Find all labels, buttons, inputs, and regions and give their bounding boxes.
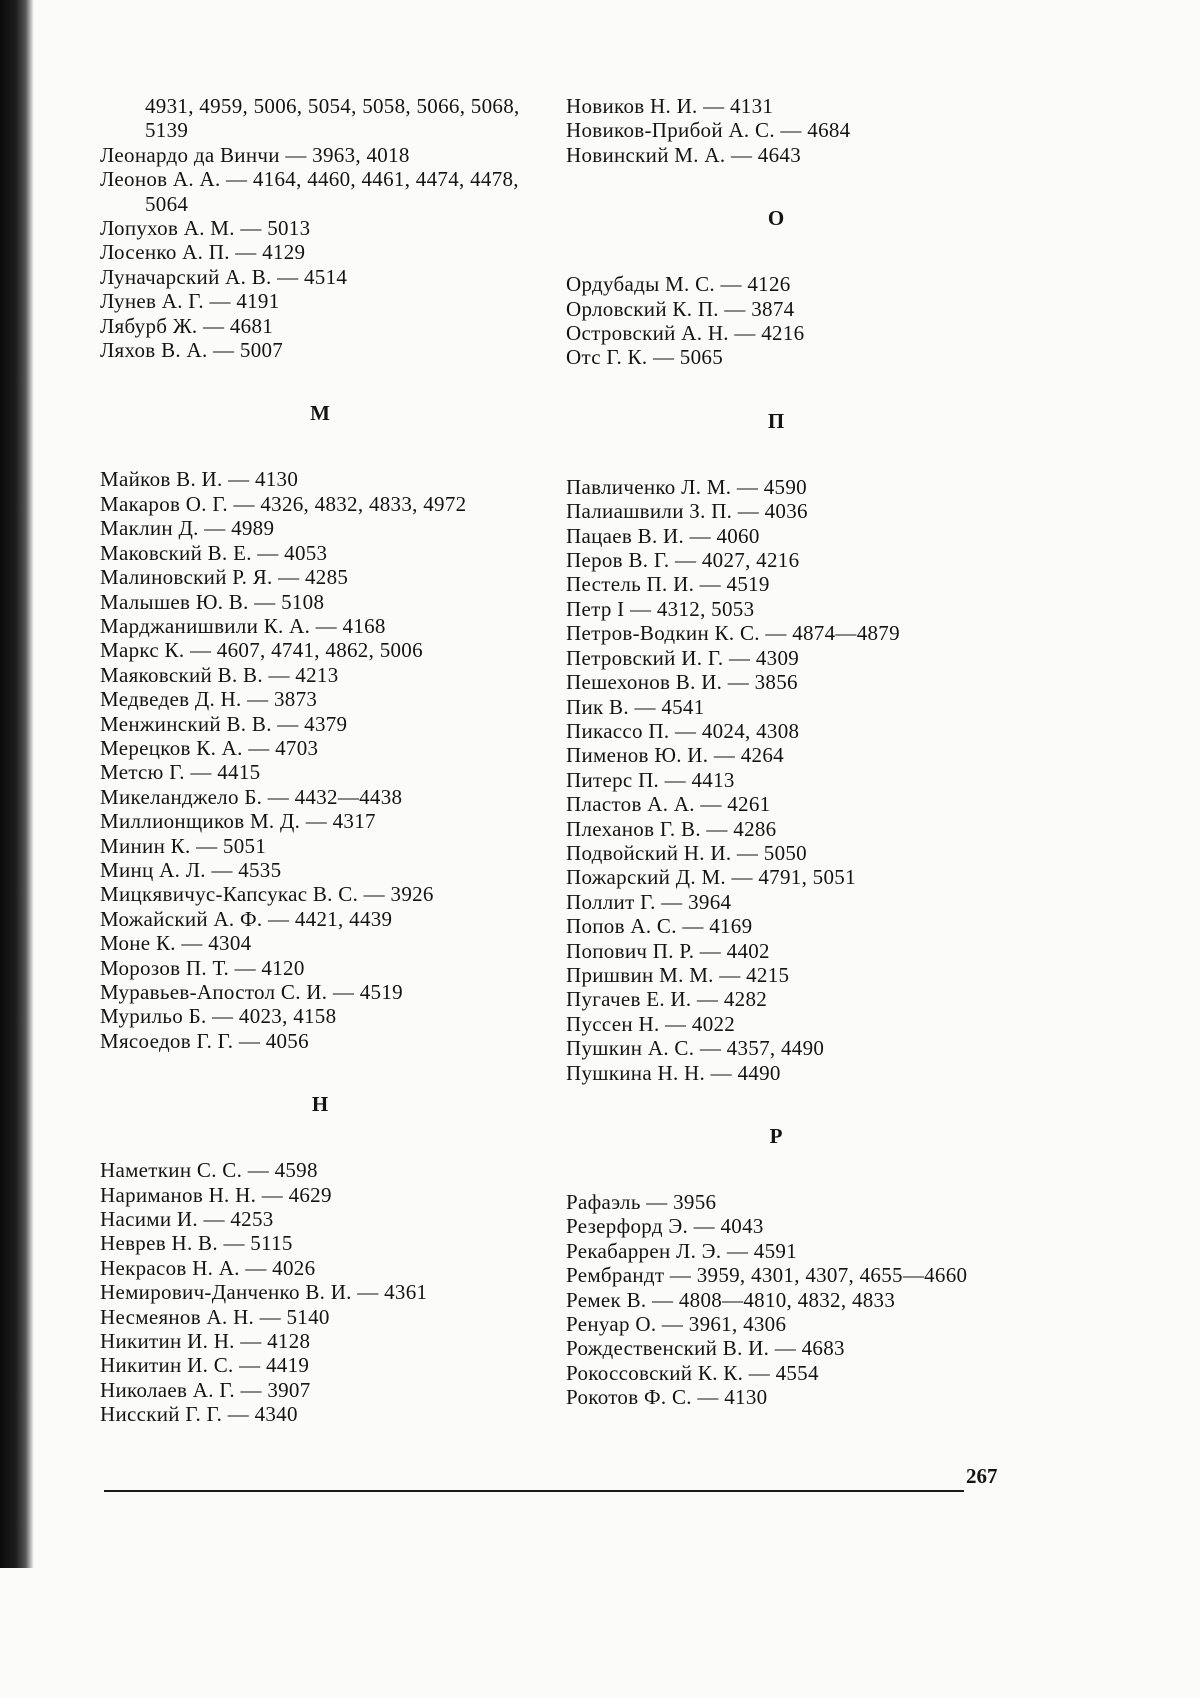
index-entry: Рекабаррен Л. Э. — 4591 <box>566 1238 797 1263</box>
index-entry: Малышев Ю. В. — 5108 <box>100 589 325 614</box>
index-entry: Рембрандт — 3959, 4301, 4307, 4655—4660 <box>566 1263 968 1288</box>
index-entry: Морозов П. Т. — 4120 <box>100 955 305 980</box>
index-entry: Новинский М. А. — 4643 <box>566 142 801 167</box>
section-letter-o: О <box>767 206 785 231</box>
index-entry: Минц А. Л. — 4535 <box>100 857 282 882</box>
book-spine-shadow <box>0 0 34 1568</box>
index-entry: Менжинский В. В. — 4379 <box>100 711 348 736</box>
index-entry: Лопухов А. М. — 5013 <box>100 216 311 241</box>
index-entry: Неврев Н. В. — 5115 <box>100 1231 293 1256</box>
index-entry: Маклин Д. — 4989 <box>100 516 275 541</box>
index-entry: Пожарский Д. М. — 4791, 5051 <box>566 865 856 890</box>
index-entry: Ренуар О. — 3961, 4306 <box>566 1312 787 1337</box>
index-entry: Рокотов Ф. С. — 4130 <box>566 1385 768 1410</box>
index-entry: Нисский Г. Г. — 4340 <box>100 1402 298 1427</box>
index-entry: Рафаэль — 3956 <box>566 1190 717 1214</box>
index-entry: Макаров О. Г. — 4326, 4832, 4833, 4972 <box>100 491 467 516</box>
index-entry: Орловский К. П. — 3874 <box>566 296 795 321</box>
index-entry: Рокоссовский К. К. — 4554 <box>566 1360 819 1385</box>
index-entry: Маяковский В. В. — 4213 <box>100 662 339 687</box>
index-entry: Резерфорд Э. — 4043 <box>566 1214 764 1239</box>
section-letter-p: П <box>767 408 785 433</box>
entry-group-p <box>566 475 986 1085</box>
index-entry: Несмеянов А. Н. — 5140 <box>100 1304 330 1329</box>
index-entry: Лябурб Ж. — 4681 <box>100 313 274 338</box>
index-entry: Маковский В. Е. — 4053 <box>100 540 328 565</box>
index-entry: Новиков Н. И. — 4131 <box>566 94 774 118</box>
index-column-right <box>566 94 986 1410</box>
section-letter-r: Р <box>769 1124 783 1148</box>
index-entry: Немирович-Данченко В. И. — 4361 <box>100 1280 428 1305</box>
index-entry: Малиновский Р. Я. — 4285 <box>100 565 349 590</box>
index-entry: Метсю Г. — 4415 <box>100 760 261 785</box>
index-entry: Микеланджело Б. — 4432—4438 <box>100 784 403 809</box>
page-number: 267 <box>966 1464 998 1488</box>
footer-rule <box>104 1490 964 1492</box>
entry-group-l-continued <box>100 94 540 362</box>
index-entry: Перов В. Г. — 4027, 4216 <box>566 548 800 573</box>
index-entry: Пикассо П. — 4024, 4308 <box>566 718 800 743</box>
index-entry: Палиашвили З. П. — 4036 <box>566 499 808 524</box>
index-entry: Новиков-Прибой А. С. — 4684 <box>566 118 851 143</box>
index-entry: Ордубады М. С. — 4126 <box>566 272 791 297</box>
index-entry: Пластов А. А. — 4261 <box>566 792 771 817</box>
index-entry: Нариманов Н. Н. — 4629 <box>100 1182 332 1207</box>
index-entry: Пик В. — 4541 <box>566 694 705 719</box>
index-entry: Пуссен Н. — 4022 <box>566 1011 736 1036</box>
index-entry: Никитин И. С. — 4419 <box>100 1353 310 1378</box>
index-entry: Можайский А. Ф. — 4421, 4439 <box>100 906 393 931</box>
index-entry: Миллионщиков М. Д. — 4317 <box>100 809 376 834</box>
index-entry: Питерс П. — 4413 <box>566 767 735 792</box>
index-entry: Островский А. Н. — 4216 <box>566 321 805 346</box>
index-entry: Николаев А. Г. — 3907 <box>100 1377 311 1402</box>
index-entry: Пушкин А. С. — 4357, 4490 <box>566 1036 825 1061</box>
index-entry: Лунев А. Г. — 4191 <box>100 289 280 314</box>
entry-group-r <box>566 1190 986 1410</box>
index-entry: Пришвин М. М. — 4215 <box>566 962 790 987</box>
index-entry: Леонов А. А. — 4164, 4460, 4461, 4474, 4478, 5064 <box>100 167 519 216</box>
index-entry: Мясоедов Г. Г. — 4056 <box>100 1028 309 1053</box>
entry-group-n <box>100 1158 540 1426</box>
index-entry: Отс Г. К. — 5065 <box>566 345 723 370</box>
index-entry: Пестель П. И. — 4519 <box>566 572 770 597</box>
index-entry: Луначарский А. В. — 4514 <box>100 264 348 289</box>
index-entry: Некрасов Н. А. — 4026 <box>100 1255 316 1280</box>
index-entry: Ремек В. — 4808—4810, 4832, 4833 <box>566 1287 896 1312</box>
index-entry: 4931, 4959, 5006, 5054, 5058, 5066, 5068, 5139 <box>145 94 520 143</box>
index-entry: Попов А. С. — 4169 <box>566 914 753 939</box>
index-entry: Рождественский В. И. — 4683 <box>566 1336 845 1361</box>
index-entry: Мурильо Б. — 4023, 4158 <box>100 1004 337 1029</box>
index-entry: Петровский И. Г. — 4309 <box>566 645 800 670</box>
index-entry: Подвойский Н. И. — 5050 <box>566 840 807 865</box>
index-entry: Лосенко А. П. — 4129 <box>100 240 306 265</box>
index-entry: Мицкявичус-Капсукас В. С. — 3926 <box>100 882 434 907</box>
index-entry: Никитин И. Н. — 4128 <box>100 1329 311 1354</box>
entry-group-m <box>100 467 540 1053</box>
index-entry: Пешехонов В. И. — 3856 <box>566 670 798 695</box>
entry-group-n-continued <box>566 94 986 167</box>
index-entry: Петр I — 4312, 5053 <box>566 596 755 621</box>
index-entry: Минин К. — 5051 <box>100 833 267 858</box>
index-entry: Мерецков К. А. — 4703 <box>100 735 319 760</box>
index-entry: Марджанишвили К. А. — 4168 <box>100 613 386 638</box>
index-entry: Муравьев-Апостол С. И. — 4519 <box>100 980 403 1004</box>
section-letter-n: Н <box>311 1092 329 1117</box>
index-entry: Пименов Ю. И. — 4264 <box>566 743 784 768</box>
index-entry: Медведев Д. Н. — 3873 <box>100 687 318 712</box>
index-entry: Наметкин С. С. — 4598 <box>100 1158 318 1183</box>
section-letter-m: М <box>310 401 330 426</box>
entry-group-o <box>566 272 986 370</box>
index-entry: Попович П. Р. — 4402 <box>566 938 770 963</box>
index-entry: Насими И. — 4253 <box>100 1207 274 1232</box>
index-entry: Пушкина Н. Н. — 4490 <box>566 1060 781 1085</box>
index-entry: Павличенко Л. М. — 4590 <box>566 474 807 499</box>
index-entry: Моне К. — 4304 <box>100 931 252 956</box>
index-entry: Поллит Г. — 3964 <box>566 889 732 914</box>
index-entry: Пацаев В. И. — 4060 <box>566 523 760 548</box>
index-entry: Пугачев Е. И. — 4282 <box>566 987 768 1012</box>
index-entry: Майков В. И. — 4130 <box>100 467 299 492</box>
index-entry: Ляхов В. А. — 5007 <box>100 338 284 363</box>
index-entry: Леонардо да Винчи — 3963, 4018 <box>100 142 410 167</box>
index-column-left <box>100 94 540 1427</box>
index-entry: Плеханов Г. В. — 4286 <box>566 816 777 841</box>
index-entry: Петров-Водкин К. С. — 4874—4879 <box>566 621 900 646</box>
index-entry: Маркс К. — 4607, 4741, 4862, 5006 <box>100 638 423 663</box>
